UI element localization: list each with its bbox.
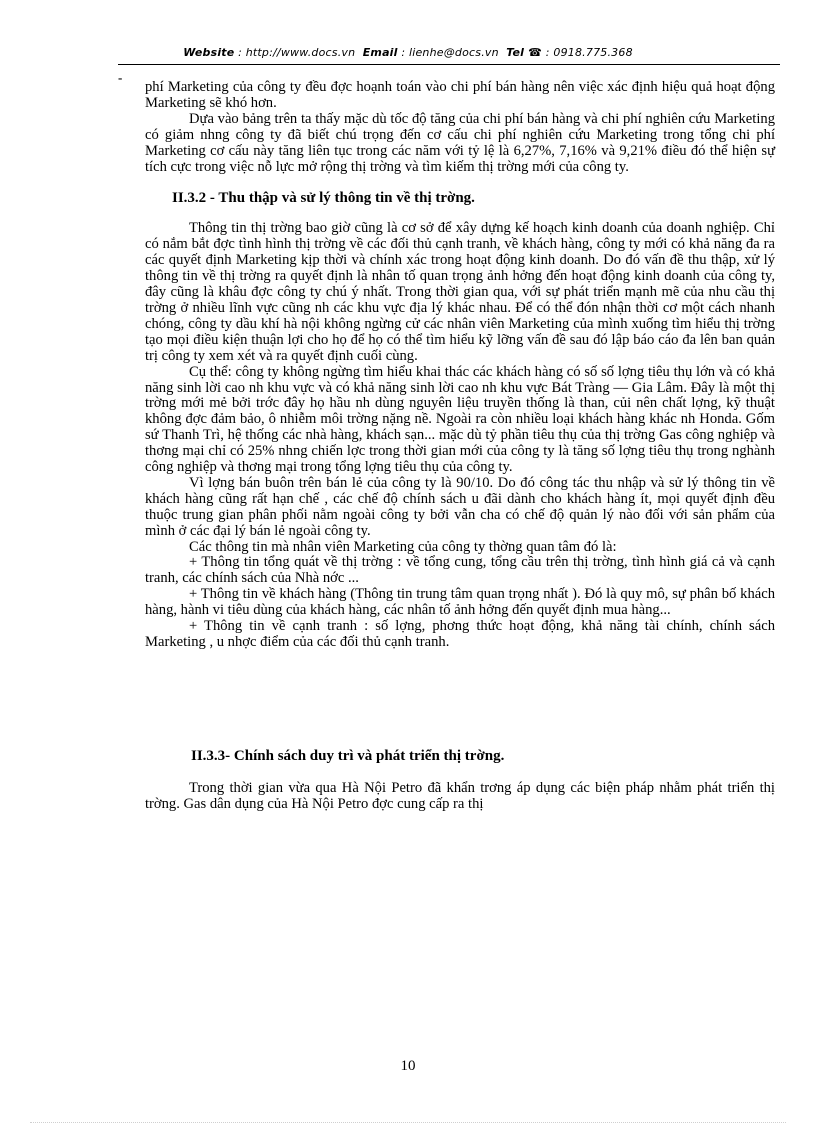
list-item: + Thông tin về cạnh tranh : số lợng, phơng thức hoạt động, khả năng tài chính, chính sách Marketing , u nhợc điểm của các đối thủ cạnh tranh. [145, 618, 775, 650]
page-number: 10 [400, 1058, 416, 1074]
section-heading-3-3: II.3.3- Chính sách duy trì và phát triển thị trờng. [191, 747, 505, 764]
section-heading-3-2: II.3.2 - Thu thập và sử lý thông tin về thị trờng. [172, 190, 475, 207]
paragraph: Các thông tin mà nhân viên Marketing của công ty thờng quan tâm đó là: [189, 538, 617, 555]
paragraph: Vì lợng bán buôn trên bán lẻ của công ty là 90/10. Do đó công tác thu nhập và sử lý thông tin về khách hàng cũng rất hạn chế , các chế độ chính sách u đãi dành cho khách hàng ít, mọi quyết định đều thuộc trung gian phân phối nằm ngoài công ty bởi vẫn cha có chế độ quản lý nào đối với sản phẩm của mình ở các đại lý bán lẻ ngoài công ty. [145, 474, 775, 539]
paragraph: phí Marketing của công ty đều đợc hoạnh toán vào chi phí bán hàng nên việc xác định hiệu quả hoạt động Marketing sẽ khó hơn. [145, 79, 775, 111]
list-item: + Thông tin về khách hàng (Thông tin trung tâm quan trọng nhất ). Đó là quy mô, sự phân bố khách hàng, hành vi tiêu dùng của khách hàng, các nhân tố ảnh hởng đến quyết định mua hàng... [145, 586, 775, 619]
tel-label: Tel ☎ [506, 46, 543, 59]
paragraph: Trong thời gian vừa qua Hà Nội Petro đã khẩn trơng áp dụng các biện pháp nhằm phát triển thị trờng. Gas dân dụng của Hà Nội Petro đợc cung cấp ra thị [145, 779, 775, 812]
paragraph: Thông tin thị trờng bao giờ cũng là cơ sở để xây dựng kế hoạch kinh doanh của doanh nghiệp. Chỉ có nắm bắt đợc tình hình thị trờng về các đối thủ cạnh tranh, về khách hàng, công ty mới có khả năng đa ra các quyết định Marketing kịp thời và chính xác trong hoạt động kinh doanh. Do đó vấn đề thu thập, xử lý thông tin về thị trờng ra quyết định là nhân tố quan trọng ảnh hởng đến hoạt động kinh doanh của công ty, đây cũng là khâu đợc công ty chú ý nhất. Trong thời gian qua, với sự phát triển mạnh mẽ của nhu cầu thị trờng ở nhiều lĩnh vực cũng nh các khu vực địa lý khác nhau. Để có thể đón nhận thời cơ một cách nhanh chóng, công ty dầu khí hà nội không ngừng cử các nhân viên Marketing của mình xuống tìm hiểu thị trờng tạo mọi điều kiện thuận lợi cho họ để họ có thể tìm hiểu kỹ lỡng vấn đề sau đó lập báo cáo đa lên ban quản trị công ty xem xét và ra quyết định cuối cùng. [145, 220, 775, 364]
page-header [0, 46, 816, 59]
email-label: Email [362, 46, 398, 59]
email-value: : lienhe@docs.vn [401, 46, 499, 59]
bullet-mark: - [118, 70, 123, 85]
tel-value: : 0918.775.368 [545, 46, 633, 59]
website-value: : http://www.docs.vn [238, 46, 356, 59]
paragraph: Cụ thể: công ty không ngừng tìm hiểu khai thác các khách hàng có số số lợng tiêu thụ lớn và có khả năng sinh lời cao nh khu vực và có khả năng sinh lời cao nh khu vực Bát Tràng — Gia Lâm. Đây là một thị trờng mới mẻ bởi trớc đây họ hầu nh dùng nguyên liệu truyền thống là than, củi nên chất lợng, kỹ thuật không đợc đảm bảo, ô nhiễm môi trờng nặng nề. Ngoài ra còn nhiều loại khách hàng khác nh Honda. Gốm sứ Thanh Trì, hệ thống các nhà hàng, khách sạn... mặc dù tỷ phần tiêu thụ của thị trờng Gas công nghiệp và thơng mại chỉ có 25% nhng chiến lợc trong thời gian mới của công ty là tăng số lợng tiêu thụ trong nghành công nghiệp và thơng mại trong tổng lợng tiêu thụ của công ty. [145, 363, 775, 476]
document-body [145, 80, 775, 813]
header-divider [118, 64, 780, 65]
list-item: + Thông tin tổng quát về thị trờng : về tổng cung, tổng cầu trên thị trờng, tình hình giá cả và cạnh tranh, các chính sách của Nhà nớc ... [145, 554, 775, 587]
website-label: Website [183, 46, 235, 59]
paragraph: Dựa vào bảng trên ta thấy mặc dù tốc độ tăng của chi phí bán hàng và chi phí nghiên cứu Marketing có giảm nhng công ty đã biết chú trọng đến cơ cấu chi phí nghiên cứu Marketing trong tổng chi phí Marketing cơ cấu này tăng liên tục trong các năm với tỷ lệ là 6,27%, 7,16% và 9,21% điều đó thể hiện sự tích cực trong việc nỗ lực mở rộng thị trờng và tìm kiếm thị trờng mới của công ty. [145, 110, 775, 175]
